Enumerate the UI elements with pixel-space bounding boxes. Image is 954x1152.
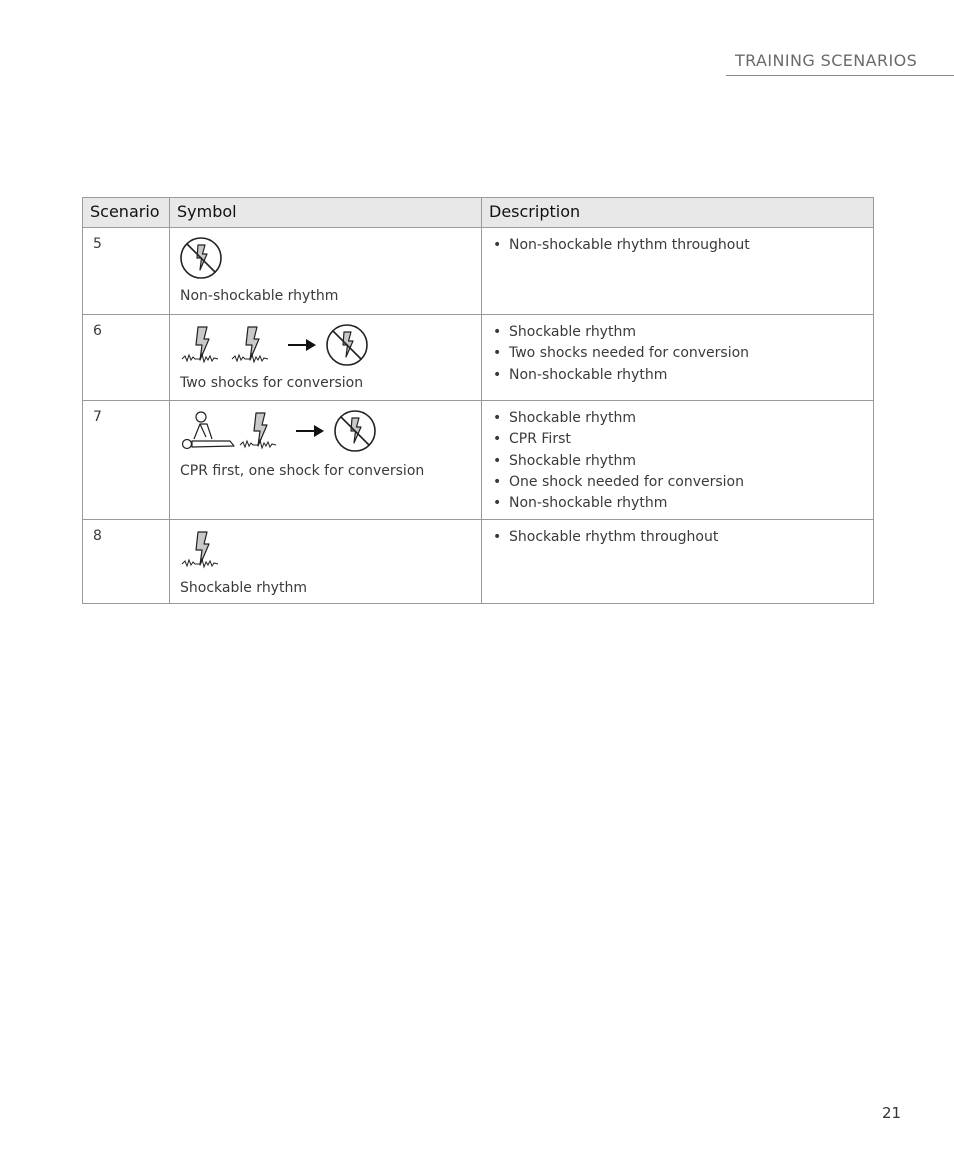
list-item: • Shockable rhythm bbox=[493, 408, 873, 429]
list-item: • One shock needed for conversion bbox=[493, 472, 873, 493]
non-shockable-rhythm-icon bbox=[180, 236, 224, 280]
description-cell bbox=[482, 315, 874, 401]
description-list bbox=[493, 527, 873, 548]
symbol-icons bbox=[180, 323, 481, 367]
shockable-rhythm-icon bbox=[230, 323, 274, 367]
list-item: • Shockable rhythm bbox=[493, 322, 873, 343]
section-header bbox=[726, 50, 954, 76]
cpr-icon bbox=[180, 409, 236, 453]
list-item: • Non-shockable rhythm bbox=[493, 493, 873, 514]
list-item: • CPR First bbox=[493, 429, 873, 450]
description-cell bbox=[482, 520, 874, 604]
column-header-scenario: Scenario bbox=[83, 198, 170, 228]
description-cell bbox=[482, 401, 874, 520]
list-item: • Two shocks needed for conversion bbox=[493, 343, 873, 364]
symbol-label: CPR first, one shock for conversion bbox=[180, 463, 425, 479]
symbol-icons bbox=[180, 236, 481, 280]
symbol-cell bbox=[170, 315, 482, 401]
list-item: • Shockable rhythm bbox=[493, 451, 873, 472]
non-shockable-rhythm-icon bbox=[334, 409, 378, 453]
arrow-right-icon bbox=[286, 323, 320, 367]
description-cell bbox=[482, 228, 874, 315]
symbol-label: Shockable rhythm bbox=[180, 580, 307, 596]
table-row bbox=[83, 315, 874, 401]
column-header-description: Description bbox=[482, 198, 874, 228]
table-row bbox=[83, 228, 874, 315]
symbol-icons bbox=[180, 409, 481, 453]
table-header-row bbox=[83, 198, 874, 228]
description-list bbox=[493, 322, 873, 386]
non-shockable-rhythm-icon bbox=[326, 323, 370, 367]
shockable-rhythm-icon bbox=[180, 528, 224, 572]
symbol-cell bbox=[170, 401, 482, 520]
table-row bbox=[83, 401, 874, 520]
shockable-rhythm-icon bbox=[238, 409, 282, 453]
scenario-number: 7 bbox=[83, 401, 170, 520]
list-item: • Shockable rhythm throughout bbox=[493, 527, 873, 548]
arrow-right-icon bbox=[294, 409, 328, 453]
description-list bbox=[493, 408, 873, 514]
shockable-rhythm-icon bbox=[180, 323, 224, 367]
scenario-number: 5 bbox=[83, 228, 170, 315]
page-number: 21 bbox=[882, 1104, 902, 1122]
column-header-symbol: Symbol bbox=[170, 198, 482, 228]
symbol-label: Two shocks for conversion bbox=[180, 375, 364, 391]
list-item: • Non-shockable rhythm throughout bbox=[493, 235, 873, 256]
list-item: • Non-shockable rhythm bbox=[493, 365, 873, 386]
scenario-number: 8 bbox=[83, 520, 170, 604]
section-title: TRAINING SCENARIOS bbox=[735, 51, 918, 70]
description-list bbox=[493, 235, 873, 256]
symbol-label: Non-shockable rhythm bbox=[180, 288, 339, 304]
training-scenarios-table bbox=[82, 197, 874, 604]
table-row bbox=[83, 520, 874, 604]
symbol-icons bbox=[180, 528, 481, 572]
symbol-cell bbox=[170, 228, 482, 315]
symbol-cell bbox=[170, 520, 482, 604]
scenario-number: 6 bbox=[83, 315, 170, 401]
